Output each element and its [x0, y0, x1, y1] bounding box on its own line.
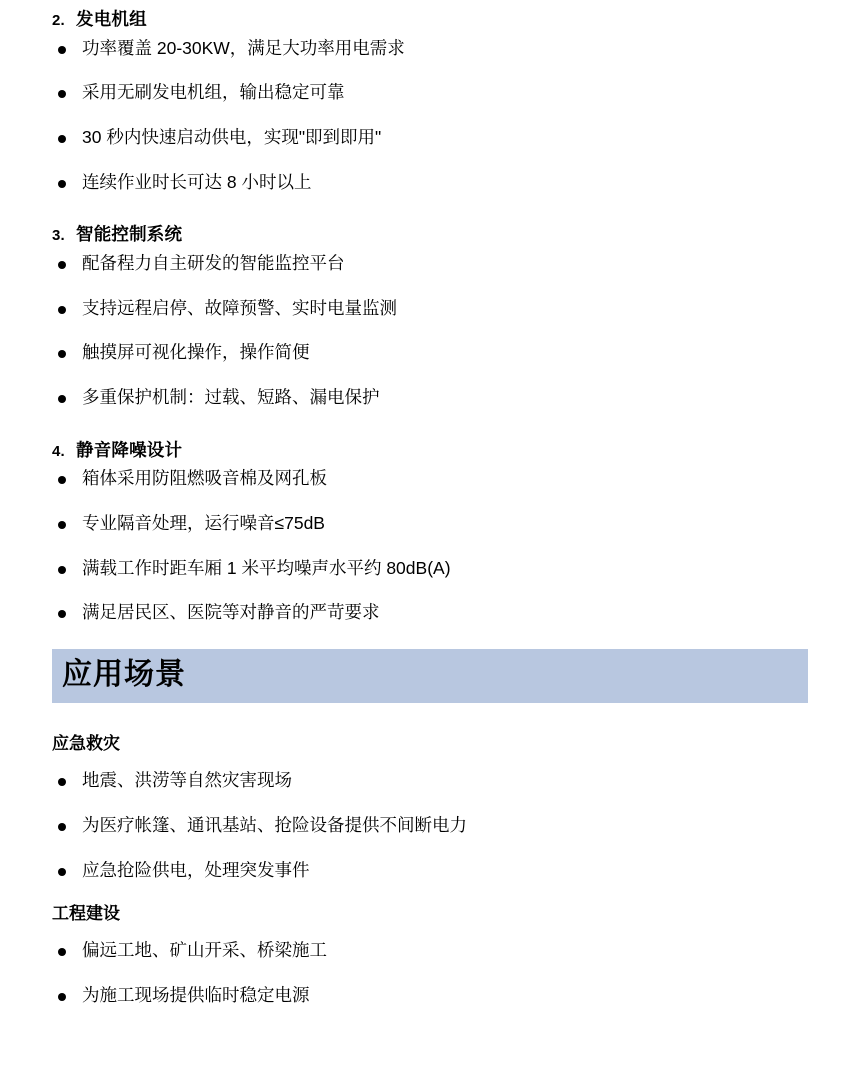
section-title: 发电机组	[76, 9, 147, 29]
list-item: 采用无刷发电机组，输出稳定可靠	[52, 81, 808, 105]
list-item: 地震、洪涝等自然灾害现场	[52, 769, 808, 793]
bullet-list	[52, 467, 808, 625]
section-heading	[52, 431, 808, 462]
list-item: 多重保护机制：过载、短路、漏电保护	[52, 386, 808, 410]
list-item: 功率覆盖 20-30KW，满足大功率用电需求	[52, 37, 808, 61]
list-item: 满足居民区、医院等对静音的严苛要求	[52, 601, 808, 625]
document-section	[52, 0, 808, 194]
list-item: 30 秒内快速启动供电，实现"即到即用"	[52, 126, 808, 150]
section-title: 智能控制系统	[76, 224, 183, 245]
bullet-list	[52, 252, 808, 410]
document-section	[52, 215, 808, 409]
section-number: 4.	[52, 442, 65, 460]
section-number: 2.	[52, 12, 65, 29]
list-item: 应急抢险供电，处理突发事件	[52, 859, 808, 883]
section-banner	[52, 649, 808, 704]
document-subsection	[52, 733, 808, 882]
list-item: 连续作业时长可达 8 小时以上	[52, 171, 808, 195]
bullet-list	[52, 769, 808, 882]
bullet-list	[52, 939, 808, 1007]
section-heading	[52, 0, 808, 31]
bullet-list	[52, 37, 808, 195]
section-title: 静音降噪设计	[76, 439, 183, 460]
banner-title: 应用场景	[62, 657, 186, 691]
list-item: 触摸屏可视化操作，操作简便	[52, 341, 808, 365]
subsection-title: 工程建设	[52, 904, 120, 924]
list-item: 为医疗帐篷、通讯基站、抢险设备提供不间断电力	[52, 814, 808, 838]
list-item: 专业隔音处理，运行噪音≤75dB	[52, 512, 808, 536]
list-item: 支持远程启停、故障预警、实时电量监测	[52, 297, 808, 321]
section-number: 3.	[52, 227, 65, 245]
document-section	[52, 431, 808, 625]
list-item: 配备程力自主研发的智能监控平台	[52, 252, 808, 276]
list-item: 满载工作时距车厢 1 米平均噪声水平约 80dB(A)	[52, 557, 808, 581]
list-item: 箱体采用防阻燃吸音棉及网孔板	[52, 467, 808, 491]
section-heading	[52, 215, 808, 246]
list-item: 偏远工地、矿山开采、桥梁施工	[52, 939, 808, 963]
list-item: 为施工现场提供临时稳定电源	[52, 984, 808, 1008]
document-subsection	[52, 903, 808, 1007]
subsection-title: 应急救灾	[52, 734, 120, 754]
